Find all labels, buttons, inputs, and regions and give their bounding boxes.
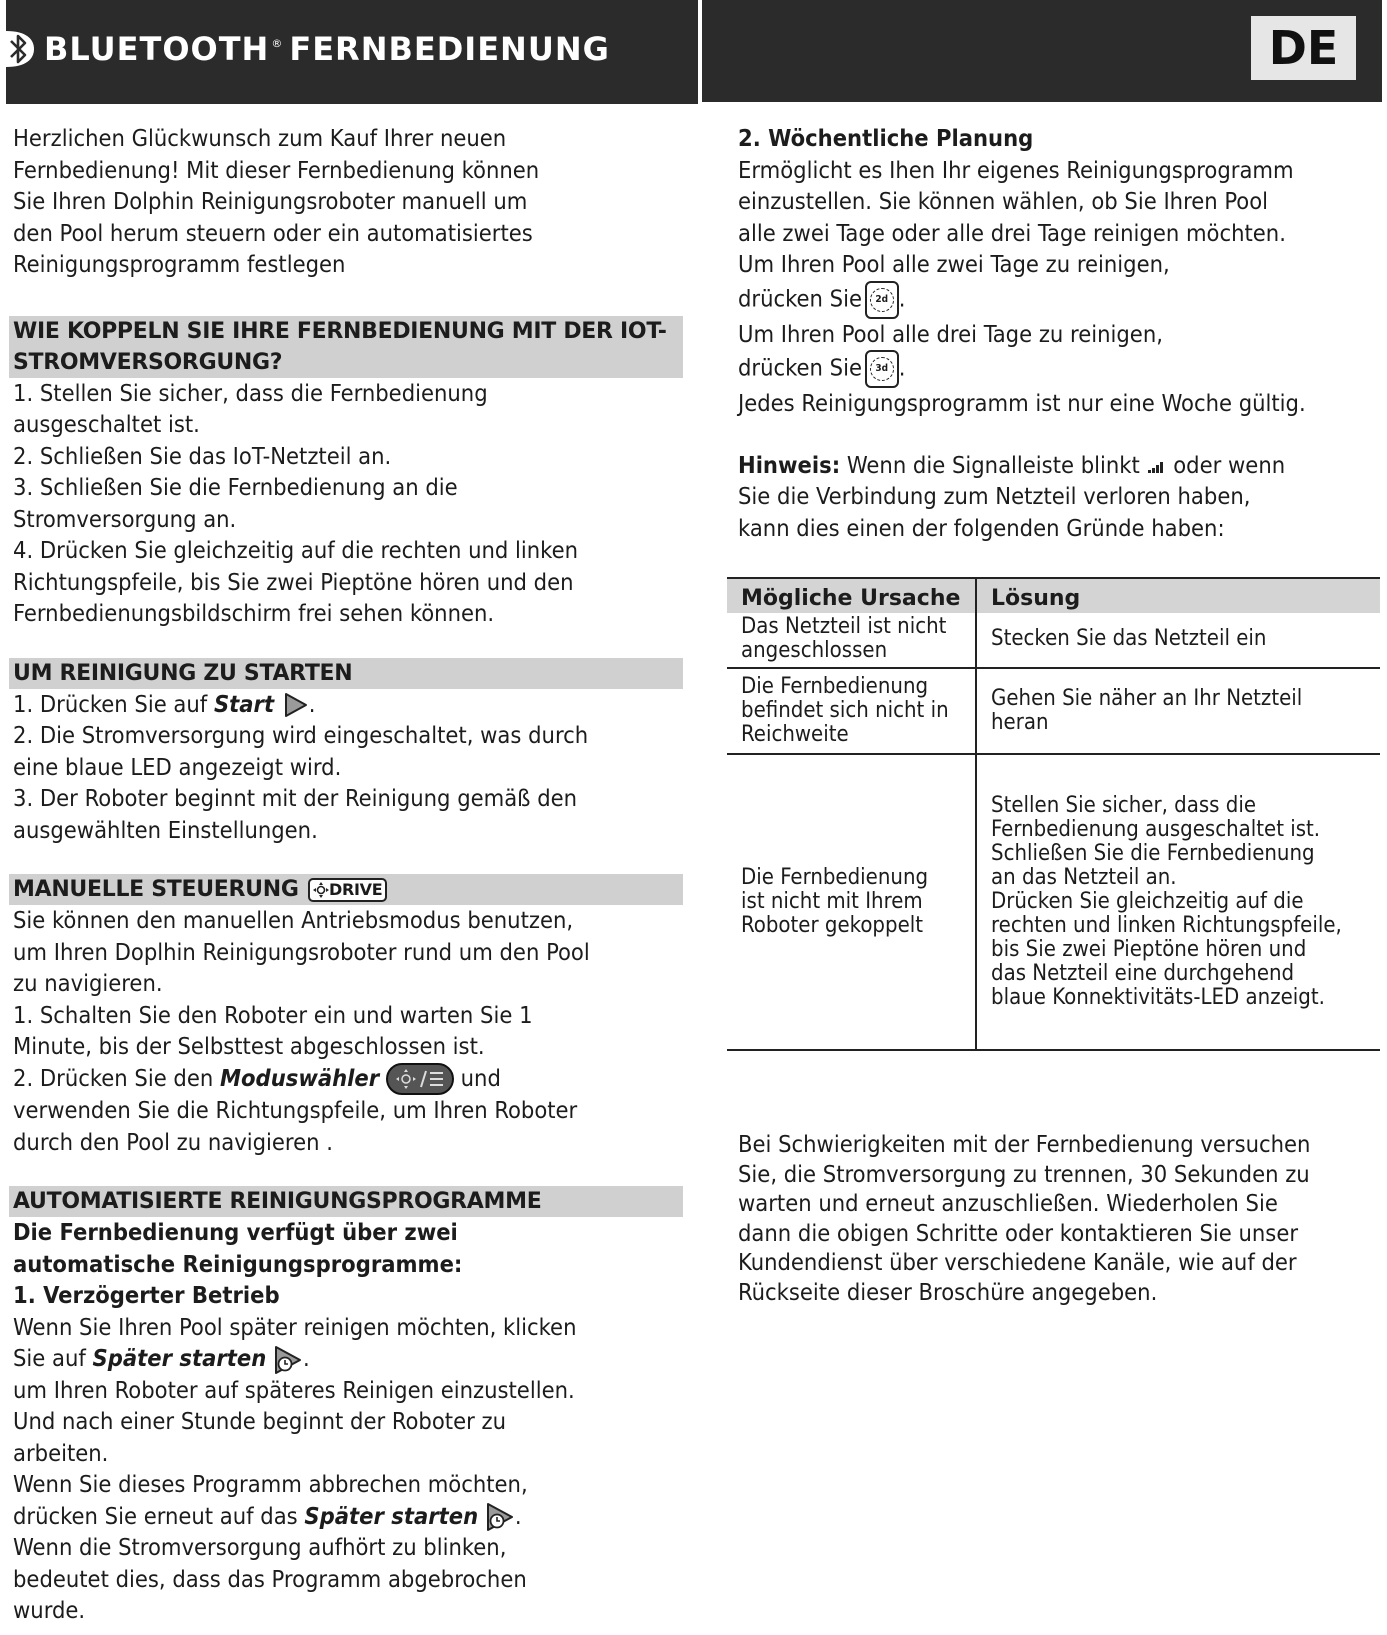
press-suffix: . xyxy=(898,353,906,382)
auto-line: wurde. xyxy=(13,1596,86,1624)
page-title xyxy=(6,24,610,74)
cell-line: heran xyxy=(991,710,1049,735)
weekly-press-2d xyxy=(738,281,1378,319)
title-rest: FERNBEDIENUNG xyxy=(289,30,610,68)
auto-intro-line: Die Fernbedienung verfügt über zwei xyxy=(13,1218,458,1246)
pairing-step-line: 4. Drücken Sie gleichzeitig auf die rechten und linken xyxy=(13,536,578,564)
manual-lines-after xyxy=(13,1095,683,1158)
weekly-validity: Jedes Reinigungsprogramm ist nur eine Woche gültig. xyxy=(738,389,1306,417)
manual-step-2 xyxy=(13,1063,683,1096)
support-line: dann die obigen Schritte oder kontaktieren Sie unser xyxy=(738,1218,1299,1247)
delayed-start-icon xyxy=(273,1345,303,1375)
auto-lines-end xyxy=(13,1532,683,1627)
auto-intro-line: automatische Reinigungsprogramme: xyxy=(13,1249,463,1278)
language-badge: DE xyxy=(1251,16,1356,80)
cell-line: Drücken Sie gleichzeitig auf die xyxy=(991,889,1304,914)
manual-line: Sie können den manuellen Antriebsmodus benutzen, xyxy=(13,906,574,934)
start-step-1 xyxy=(13,689,683,721)
pairing-heading xyxy=(9,316,683,378)
auto-line: Wenn Sie dieses Programm abbrechen möchten, xyxy=(13,1470,528,1498)
start-step-1-text: 1. Drücken Sie auf xyxy=(13,689,214,718)
cell-line: Die Fernbedienung xyxy=(741,865,929,890)
header-bar-right xyxy=(702,0,1382,102)
registered-mark: ® xyxy=(271,36,284,50)
support-line: Rückseite dieser Broschüre angegeben. xyxy=(738,1277,1158,1306)
support-line: warten und erneut anzuschließen. Wiederholen Sie xyxy=(738,1189,1278,1217)
troubleshooting-table xyxy=(727,577,1380,1051)
note-text: Wenn die Signalleiste blinkt xyxy=(840,450,1147,479)
every-2-days-icon xyxy=(865,281,899,319)
cause-cell xyxy=(727,754,976,1050)
support-line: Bei Schwierigkeiten mit der Fernbedienung versuchen xyxy=(738,1130,1311,1158)
cell-line: Stellen Sie sicher, dass die xyxy=(991,793,1257,818)
pairing-step-line: Richtungspfeile, bis Sie zwei Pieptöne hören und den xyxy=(13,567,574,596)
auto-line-2-text: Sie auf xyxy=(13,1344,93,1372)
pairing-step-line: ausgeschaltet ist. xyxy=(13,410,200,438)
pairing-heading-line: STROMVERSORGUNG? xyxy=(13,349,283,375)
mode-selector-label: Moduswähler xyxy=(219,1063,380,1092)
weekly-line: Um Ihren Pool alle zwei Tage zu reinigen, xyxy=(738,250,1170,278)
cell-line: Gehen Sie näher an Ihr Netzteil xyxy=(991,686,1303,711)
cell-line: das Netzteil eine durchgehend xyxy=(991,961,1295,986)
auto-line-2-suffix: . xyxy=(303,1344,310,1372)
manual-step-2-suffix: und xyxy=(453,1063,501,1092)
note-lines xyxy=(738,481,1378,544)
weekly-line: Ermöglicht es Ihen Ihr eigenes Reinigungsprogramm xyxy=(738,155,1294,184)
bluetooth-icon xyxy=(6,27,34,71)
pairing-step-line: 2. Schließen Sie das IoT-Netzteil an. xyxy=(13,441,392,470)
manual-line: 1. Schalten Sie den Roboter ein und warten Sie 1 xyxy=(13,1000,533,1029)
start-steps xyxy=(13,720,683,846)
intro-line: Sie Ihren Dolphin Reinigungsroboter manuell um xyxy=(13,187,528,215)
drive-badge xyxy=(308,878,387,902)
cell-line: bis Sie zwei Pieptöne hören und xyxy=(991,937,1307,962)
note-line: Sie die Verbindung zum Netzteil verloren haben, xyxy=(738,482,1251,510)
pairing-step-line: 3. Schließen Sie die Fernbedienung an die xyxy=(13,473,458,501)
intro-line: Herzlichen Glückwunsch zum Kauf Ihrer neuen xyxy=(13,124,507,152)
start-label: Start xyxy=(213,689,275,718)
auto-cancel-text: drücken Sie erneut auf das xyxy=(13,1501,305,1530)
press-suffix: . xyxy=(898,284,906,312)
start-step-line: 2. Die Stromversorgung wird eingeschaltet, was durch xyxy=(13,721,589,749)
right-column xyxy=(738,123,1378,544)
note-line: kann dies einen der folgenden Gründe haben: xyxy=(738,513,1225,542)
header-solution: Lösung xyxy=(976,578,1380,613)
every-3-days-label: 3d xyxy=(870,357,894,381)
cell-line: ist nicht mit Ihrem xyxy=(741,889,923,914)
cell-line: befindet sich nicht in xyxy=(741,698,949,723)
left-column xyxy=(13,123,683,1627)
auto-lines-mid xyxy=(13,1375,683,1501)
table-header-row xyxy=(727,578,1380,613)
cell-line: Die Fernbedienung xyxy=(741,674,929,699)
start-step-line: 3. Der Roboter beginnt mit der Reinigung gemäß den xyxy=(13,784,578,812)
manual-heading xyxy=(9,874,683,905)
cell-line: Fernbedienung ausgeschaltet ist. xyxy=(991,817,1321,842)
delayed-start-icon xyxy=(485,1502,515,1532)
every-2-days-label: 2d xyxy=(870,288,894,312)
support-paragraph xyxy=(738,1130,1378,1307)
cell-line: Reichweite xyxy=(741,722,849,747)
auto-intro-line: 1. Verzögerter Betrieb xyxy=(13,1281,280,1309)
cause-cell xyxy=(727,613,976,668)
header-bar-left xyxy=(6,0,698,104)
manual-lines xyxy=(13,905,683,1063)
manual-step-2-text: 2. Drücken Sie den xyxy=(13,1063,220,1092)
table-row xyxy=(727,754,1380,1050)
note-label: Hinweis: xyxy=(738,450,841,479)
pairing-step-line: Fernbedienungsbildschirm frei sehen können. xyxy=(13,599,495,627)
cell-line: blaue Konnektivitäts-LED anzeigt. xyxy=(991,985,1325,1010)
auto-line: Und nach einer Stunde beginnt der Roboter zu xyxy=(13,1407,506,1435)
weekly-three-days: Um Ihren Pool alle drei Tage zu reinigen, xyxy=(738,319,1163,348)
auto-cancel-line xyxy=(13,1501,683,1533)
cell-line: rechten und linken Richtungspfeile, xyxy=(991,913,1342,938)
direction-pad-icon xyxy=(313,882,329,898)
support-line: Sie, die Stromversorgung zu trennen, 30 Sekunden zu xyxy=(738,1159,1310,1188)
intro-line: Fernbedienung! Mit dieser Fernbedienung können xyxy=(13,155,540,184)
table-row xyxy=(727,613,1380,668)
auto-line-1: Wenn Sie Ihren Pool später reinigen möchten, klicken xyxy=(13,1312,577,1341)
title-brand: BLUETOOTH xyxy=(44,30,270,68)
mode-selector-button-icon xyxy=(386,1063,454,1095)
manual-line: durch den Pool zu navigieren . xyxy=(13,1127,333,1156)
note-text-suffix: oder wenn xyxy=(1166,450,1286,479)
auto-cancel-suffix: . xyxy=(514,1501,522,1530)
solution-cell xyxy=(976,754,1380,1050)
cause-cell xyxy=(727,668,976,754)
auto-line: um Ihren Roboter auf späteres Reinigen einzustellen. xyxy=(13,1375,575,1404)
pairing-steps xyxy=(13,378,683,630)
press-text: drücken Sie xyxy=(738,284,869,312)
every-3-days-icon xyxy=(865,350,899,388)
cell-line: Stecken Sie das Netzteil ein xyxy=(991,626,1267,651)
manual-line: um Ihren Doplhin Reinigungsroboter rund um den Pool xyxy=(13,937,590,966)
auto-line: Wenn die Stromversorgung aufhört zu blinken, xyxy=(13,1533,507,1561)
solution-cell xyxy=(976,668,1380,754)
note-line-1 xyxy=(738,450,1378,482)
manual-heading-text: MANUELLE STEUERUNG xyxy=(13,877,299,902)
weekly-press-3d xyxy=(738,350,1378,388)
auto-programs-intro xyxy=(13,1217,683,1312)
pairing-heading-line: WIE KOPPELN SIE IHRE FERNBEDIENUNG MIT DER IOT- xyxy=(13,318,667,344)
auto-programs-heading: AUTOMATISIERTE REINIGUNGSPROGRAMME xyxy=(9,1186,683,1217)
pairing-step-line: Stromversorgung an. xyxy=(13,504,237,533)
cell-line: Das Netzteil ist nicht xyxy=(741,614,947,639)
start-step-1-suffix: . xyxy=(308,689,316,718)
manual-line: zu navigieren. xyxy=(13,969,163,997)
cell-line: angeschlossen xyxy=(741,638,888,663)
weekly-heading: 2. Wöchentliche Planung xyxy=(738,124,1034,152)
intro-line: den Pool herum steuern oder ein automatisiertes xyxy=(13,218,533,247)
cell-line: Roboter gekoppelt xyxy=(741,913,924,938)
header-cause: Mögliche Ursache xyxy=(727,578,976,613)
auto-line-2 xyxy=(13,1343,683,1375)
auto-line: bedeutet dies, dass das Programm abgebrochen xyxy=(13,1564,527,1593)
pairing-step-line: 1. Stellen Sie sicher, dass die Fernbedienung xyxy=(13,378,488,407)
support-line: Kundendienst über verschiedene Kanäle, wie auf der xyxy=(738,1248,1297,1276)
weekly-lines xyxy=(738,155,1378,281)
later-start-label-2: Später starten xyxy=(304,1501,479,1530)
press-text: drücken Sie xyxy=(738,353,869,382)
solution-cell xyxy=(976,613,1380,668)
drive-badge-label: DRIVE xyxy=(328,880,383,899)
intro-paragraph xyxy=(13,123,683,281)
start-step-line: ausgewählten Einstellungen. xyxy=(13,815,318,844)
cell-line: Schließen Sie die Fernbedienung xyxy=(991,841,1315,866)
auto-line: arbeiten. xyxy=(13,1438,109,1467)
table-row xyxy=(727,668,1380,754)
intro-line: Reinigungsprogramm festlegen xyxy=(13,250,346,278)
cell-line: an das Netzteil an. xyxy=(991,865,1177,890)
play-icon xyxy=(283,691,309,719)
weekly-line: alle zwei Tage oder alle drei Tage reinigen möchten. xyxy=(738,218,1286,247)
start-step-line: eine blaue LED angezeigt wird. xyxy=(13,752,342,781)
start-cleaning-heading: UM REINIGUNG ZU STARTEN xyxy=(9,658,683,689)
later-start-label: Später starten xyxy=(92,1344,267,1372)
signal-bar-icon xyxy=(1147,458,1167,474)
manual-line: Minute, bis der Selbsttest abgeschlossen ist. xyxy=(13,1032,485,1060)
manual-line: verwenden Sie die Richtungspfeile, um Ihren Roboter xyxy=(13,1096,578,1124)
weekly-line: einzustellen. Sie können wählen, ob Sie Ihren Pool xyxy=(738,187,1269,215)
